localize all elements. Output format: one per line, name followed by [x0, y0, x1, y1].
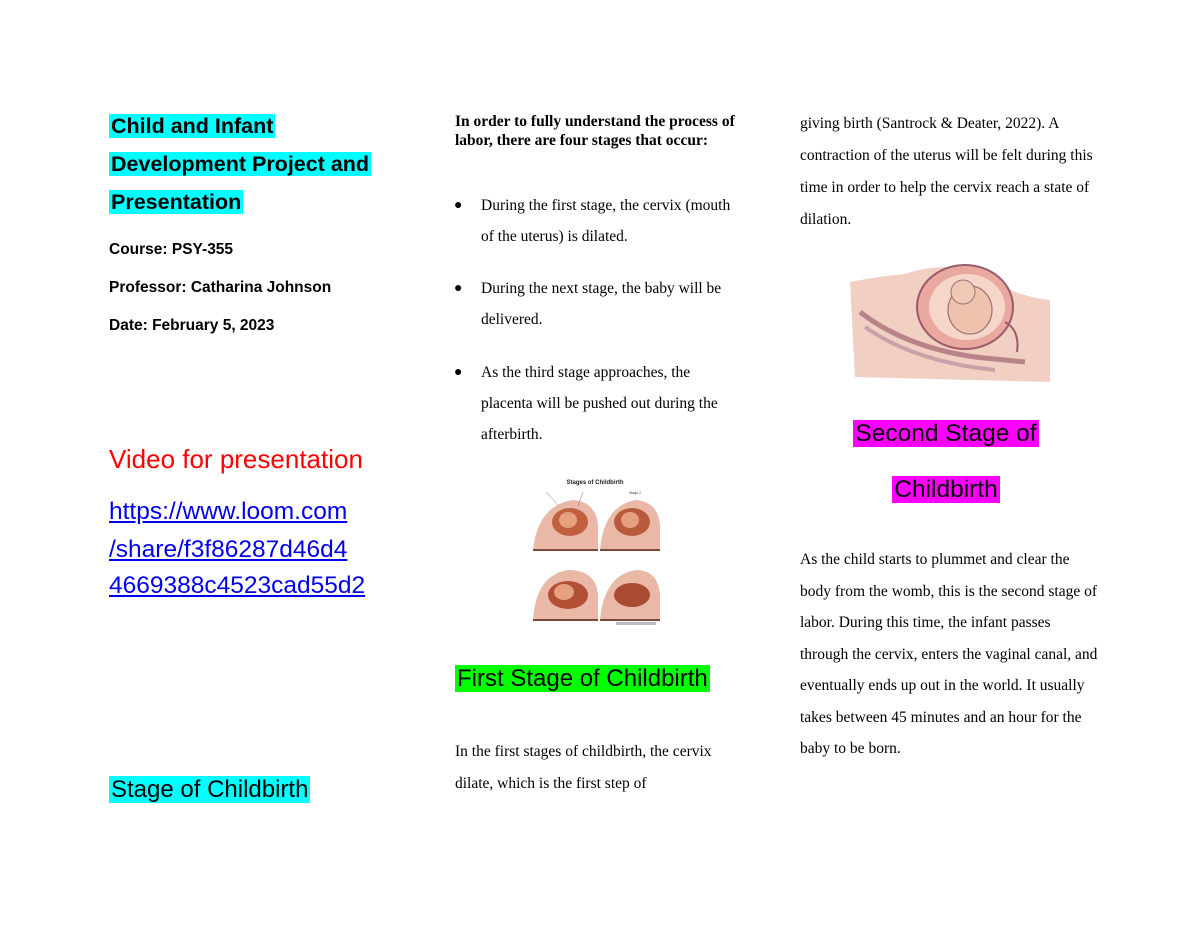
second-stage-body: As the child starts to plummet and clear the body from the womb, this is the second stage of labor. During this time, the infant passes through the cervix, enters the vaginal canal, and eventually ends up out in the world. It usually takes between 45 minutes and an hour for the baby to be born. — [800, 551, 1098, 757]
stage-panel-3 — [533, 570, 598, 620]
bullet-item-1: ● During the first stage, the cervix (mouth of the uterus) is dilated. — [481, 190, 731, 252]
stage-panel-1 — [533, 492, 598, 550]
title-line-3: Presentation — [111, 190, 242, 214]
figure-title: Stages of Childbirth — [566, 480, 624, 486]
stages-intro: In order to fully understand the process of labor, there are four stages that occur: — [455, 113, 735, 149]
second-stage-heading-line-1: Second Stage of — [855, 420, 1037, 447]
course-text: Course: PSY-355 — [109, 241, 234, 258]
first-stage-heading: First Stage of Childbirth — [457, 665, 708, 692]
bullet-dot-icon: ● — [454, 281, 463, 296]
bullet-dot-icon: ● — [454, 365, 463, 380]
stage-of-childbirth-heading: Stage of Childbirth — [111, 776, 309, 803]
stage-panel-4 — [600, 570, 660, 625]
date-text: Date: February 5, 2023 — [109, 317, 275, 334]
video-link-line-2[interactable]: /share/f3f86287d46d4 — [109, 536, 348, 563]
stage-panel-2 — [600, 491, 660, 550]
bullet-dot-icon: ● — [454, 198, 463, 213]
bullet-item-3: ● As the third stage approaches, the placenta will be pushed out during the afterbirth. — [481, 357, 731, 450]
video-link-line-1[interactable]: https://www.loom.com — [109, 498, 348, 525]
uterus-cross-section-illustration — [845, 252, 1050, 382]
first-stage-body: In the first stages of childbirth, the cervix dilate, which is the first step of — [455, 743, 712, 792]
first-stage-continuation: giving birth (Santrock & Deater, 2022). A contraction of the uterus will be felt during this time in order to help the cervix reach a state of dilation. — [800, 115, 1093, 228]
bullet-item-2: ● During the next stage, the baby will be delivered. — [481, 273, 731, 335]
video-link-line-3[interactable]: 4669388c4523cad55d2 — [109, 572, 366, 599]
title-line-2: Development Project and — [111, 152, 370, 176]
stages-of-childbirth-illustration — [528, 470, 663, 630]
professor-text: Professor: Catharina Johnson — [109, 279, 332, 296]
title-line-1: Child and Infant — [111, 114, 274, 138]
svg-text:Stage 2: Stage 2 — [629, 491, 642, 495]
second-stage-heading-line-2: Childbirth — [894, 476, 998, 503]
video-label: Video for presentation — [109, 444, 363, 474]
